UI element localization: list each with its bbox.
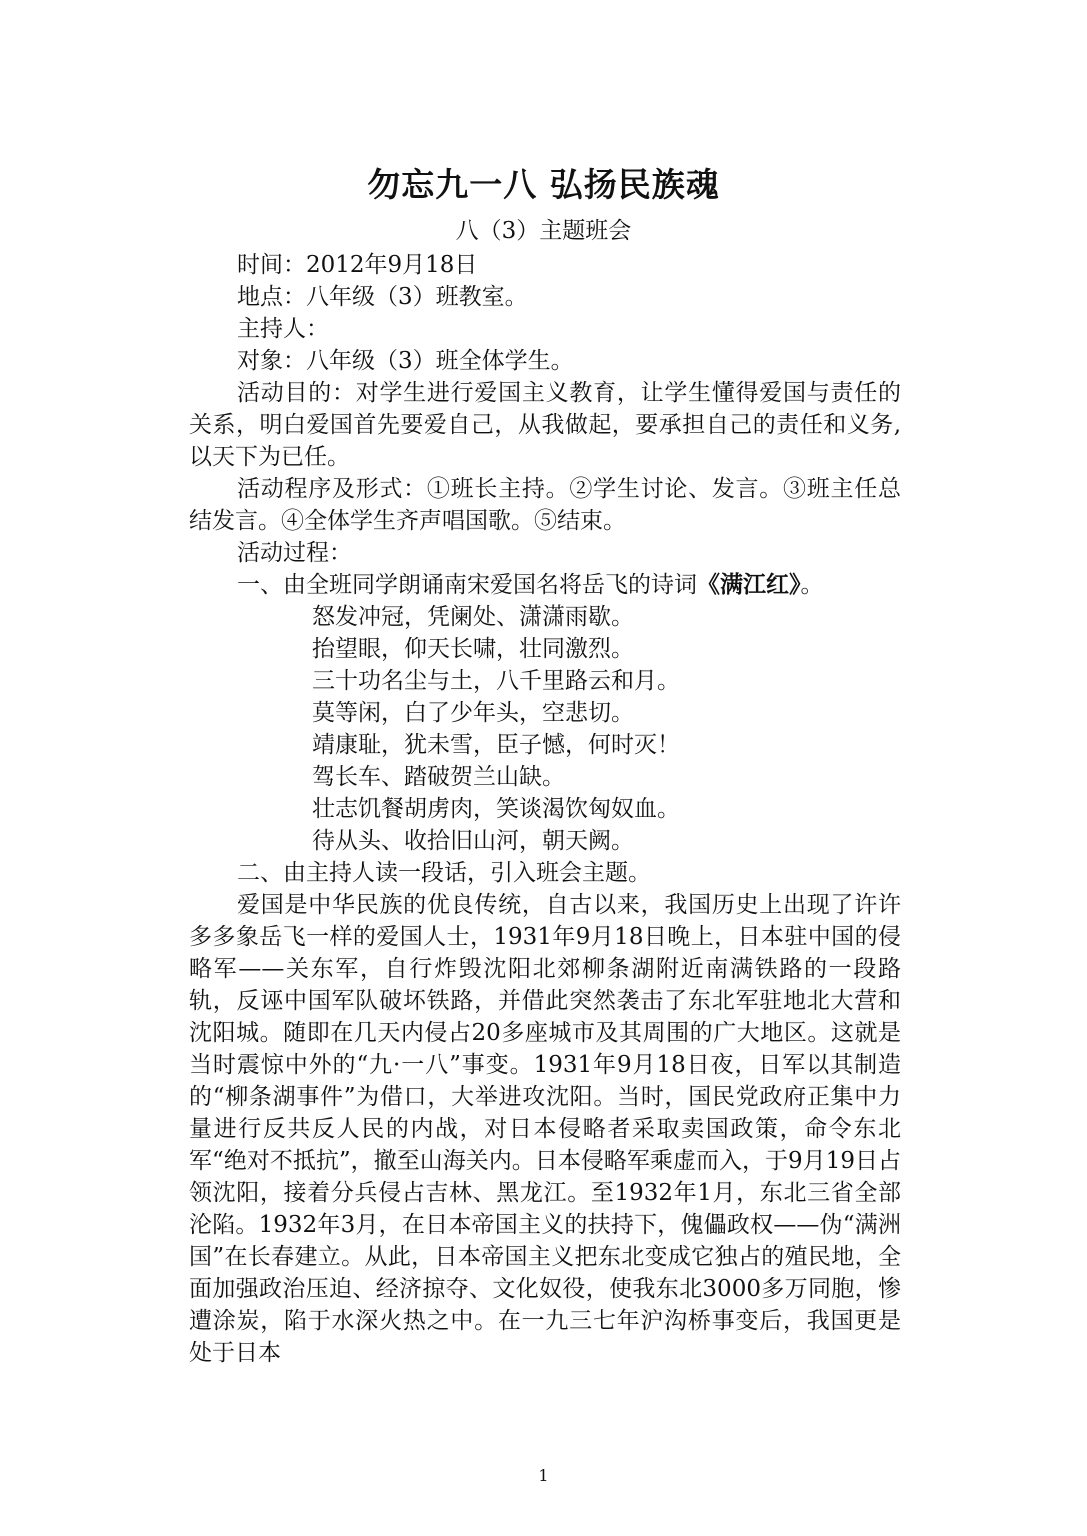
step-one-text: 一、由全班同学朗诵南宋爱国名将岳飞的诗词 xyxy=(237,572,697,598)
poem-title: 《满江红》 xyxy=(697,572,801,598)
page-number: 1 xyxy=(538,1466,549,1485)
poem-line: 抬望眼，仰天长啸，壮同激烈。 xyxy=(312,636,634,662)
host-line: 主持人： xyxy=(237,316,329,342)
poem-line: 壮志饥餐胡虏肉，笑谈渴饮匈奴血。 xyxy=(312,796,680,822)
poem-line: 驾长车、踏破贺兰山缺。 xyxy=(312,764,565,790)
poem-line: 靖康耻，犹未雪，臣子憾，何时灭！ xyxy=(312,732,680,758)
process-heading: 活动过程： xyxy=(237,540,352,566)
history-paragraph: 爱国是中华民族的优良传统，自古以来，我国历史上出现了许许多多象岳飞一样的爱国人士，1931年9月18日晚上，日本驻中国的侵略军——关东军，自行炸毁沈阳北郊柳条湖附近南满铁路的一段路轨，反诬中国军队破坏铁路，并借此突然袭击了东北军驻地北大营和沈阳城。随即在几天内侵占20多座城市及其周围的广大地区。这就是当时震惊中外的“九·一八”事变。1931年9月18日夜，日军以其制造的“柳条湖事件”为借口，大举进攻沈阳。当时，国民党政府正集中力量进行反共反人民的内战，对日本侵略者采取卖国政策，命令东北军“绝对不抵抗”，撤至山海关内。日本侵略军乘虚而入，于9月19日占领沈阳，接着分兵侵占吉林、黑龙江。至1932年1月，东北三省全部沦陷。1932年3月，在日本帝国主义的扶持下，傀儡政权——伪“满洲国”在长春建立。从此，日本帝国主义把东北变成它独占的殖民地，全面加强政治压迫、经济掠夺、文化奴役，使我东北3000多万同胞，惨遭涂炭，陷于水深火热之中。在一九三七年沪沟桥事变后，我国更是处于日本 xyxy=(189,892,901,1366)
procedure-paragraph: 活动程序及形式：①班长主持。②学生讨论、发言。③班主任总结发言。④全体学生齐声唱国歌。⑤结束。 xyxy=(189,476,901,534)
poem-line: 待从头、收拾旧山河，朝天阙。 xyxy=(312,828,634,854)
audience-line: 对象：八年级（3）班全体学生。 xyxy=(237,348,574,374)
place-line: 地点：八年级（3）班教室。 xyxy=(237,284,528,310)
document-body xyxy=(189,249,901,1369)
poem-line: 莫等闲，白了少年头，空悲切。 xyxy=(312,700,634,726)
document-subtitle: 八（3）主题班会 xyxy=(455,218,632,244)
poem-line: 三十功名尘与土，八千里路云和月。 xyxy=(312,668,680,694)
step-one-end: 。 xyxy=(800,572,824,598)
time-line: 时间：2012年9月18日 xyxy=(237,252,478,278)
poem-line: 怒发冲冠，凭阑处、潇潇雨歇。 xyxy=(312,604,634,630)
step-two: 二、由主持人读一段话，引入班会主题。 xyxy=(237,860,651,886)
step-one xyxy=(189,569,901,601)
purpose-paragraph: 活动目的：对学生进行爱国主义教育，让学生懂得爱国与责任的关系，明白爱国首先要爱自己，从我做起，要承担自己的责任和义务,以天下为已任。 xyxy=(189,380,901,470)
document-title: 勿忘九一八 弘扬民族魂 xyxy=(367,165,720,204)
